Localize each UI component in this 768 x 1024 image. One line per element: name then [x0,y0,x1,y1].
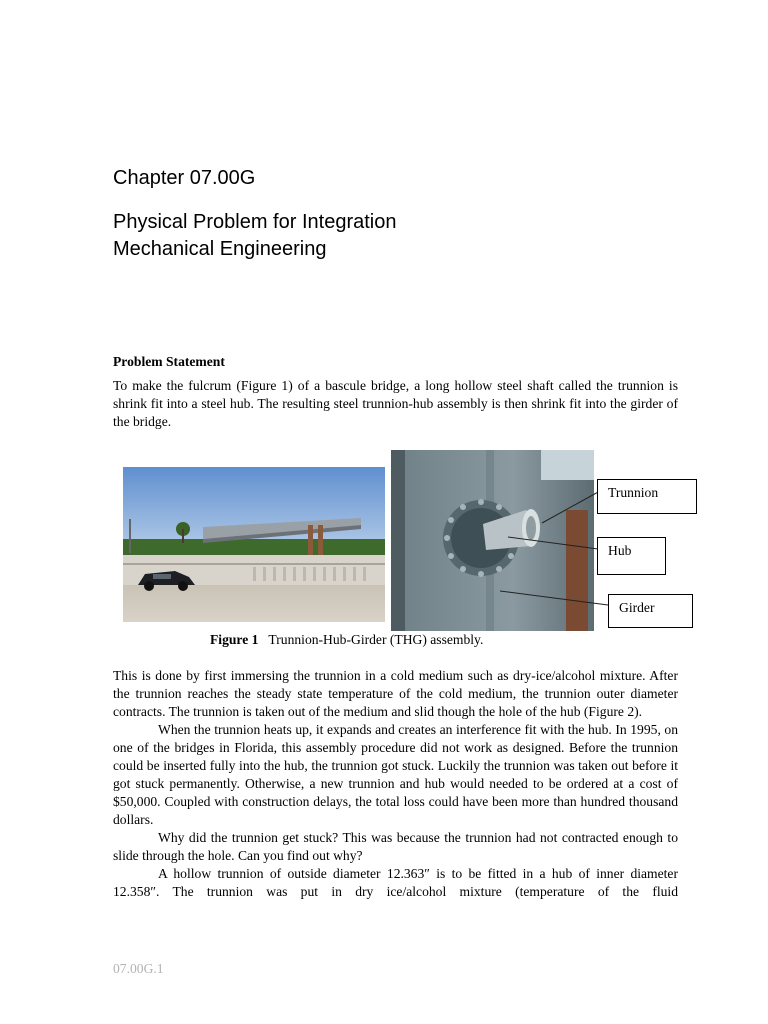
body-paragraph: When the trunnion heats up, it expands and creates an interference fit with the hub. In 1995, on one of the bridges in Florida, this assembly procedure did not work as designed. Before the trunnion could be inserted fully into the hub, the trunnion got stuck. Luckily the trunnion was taken out before it got stuck permanently. Otherwise, a new trunnion and hub would needed to be ordered at a cost of $50,000. Coupled with construction delays, the total loss could have been more than hundred thousand dollars. [113,722,678,827]
problem-statement-heading: Problem Statement [113,354,225,369]
figure-caption-text: Trunnion-Hub-Girder (THG) assembly. [268,632,484,647]
figure-caption [210,631,483,649]
trunnion-callout: Trunnion [597,479,697,514]
body-paragraph: A hollow trunnion of outside diameter 12.363″ is to be fitted in a hub of inner diameter 12.358″. The trunnion was put in dry ice/alcohol mixture (temperature of the fluid [113,866,678,899]
page-footer: 07.00G.1 [113,961,164,976]
body-paragraph: Why did the trunnion get stuck? This was because the trunnion had not contracted enough to slide through the hole. Can you find out why? [113,830,678,863]
hub-callout: Hub [597,537,666,575]
callout-leader-lines [470,485,610,615]
girder-callout: Girder [608,594,693,628]
body-paragraph: This is done by first immersing the trunnion in a cold medium such as dry-ice/alcohol mixture. After the trunnion reaches the steady state temperature of the cold medium, the trunnion outer diameter contracts. The trunnion is taken out of the medium and slid though the hole of the hub (Figure 2). [113,668,678,719]
problem-statement-paragraph: To make the fulcrum (Figure 1) of a bascule bridge, a long hollow steel shaft called the trunnion is shrink fit into a steel hub. The resulting steel trunnion-hub assembly is then shrink fit into the girder of the bridge. [113,378,678,429]
bridge-photo [123,467,385,622]
title-line-1: Physical Problem for Integration [113,211,397,233]
chapter-heading: Chapter 07.00G [113,167,256,189]
figure-caption-label: Figure 1 [210,632,259,647]
body-text [113,667,678,901]
title-line-2: Mechanical Engineering [113,238,327,260]
